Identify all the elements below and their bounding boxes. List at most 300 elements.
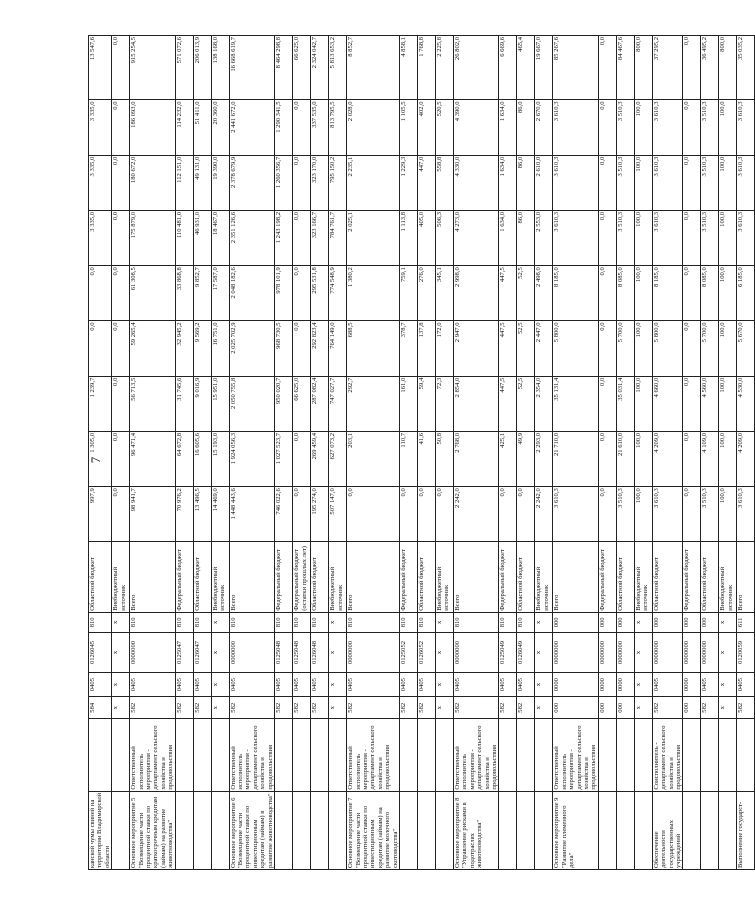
cell-vr: 000 — [652, 612, 683, 632]
cell-grbs: 582 — [417, 697, 435, 719]
cell-y2014: 195 274,0 — [311, 487, 329, 542]
cell-y2018: 447,5 — [499, 266, 517, 321]
cell-y2019: 323 166,7 — [311, 210, 329, 265]
cell-source: Внебюджетный источник — [211, 542, 229, 612]
cell-y2022: 4 858,1 — [399, 36, 417, 100]
cell-name: Основное мероприятие 8 "Управление рисками в подотраслях животноводства" — [453, 791, 498, 869]
cell-responsible — [193, 719, 211, 791]
cell-csr: 0125052 — [399, 632, 417, 672]
cell-name — [616, 791, 634, 869]
cell-y2016: 52,5 — [517, 376, 535, 431]
cell-csr: 0120059 — [737, 632, 755, 672]
cell-y2021: 3 610,3 — [652, 100, 683, 155]
cell-y2018: 8 185,0 — [652, 266, 683, 321]
cell-source: Федеральный бюджет — [399, 542, 417, 612]
cell-source: Всего — [553, 542, 598, 612]
cell-y2022: 16 668 619,7 — [229, 36, 274, 100]
cell-y2017: 59 265,4 — [130, 321, 175, 376]
cell-y2017: 172,0 — [435, 321, 453, 376]
table-row — [229, 36, 274, 870]
cell-grbs: 582 — [275, 697, 293, 719]
cell-y2018: 100,0 — [719, 266, 737, 321]
cell-y2017: 100,0 — [719, 321, 737, 376]
cell-y2022: 800,0 — [719, 36, 737, 100]
cell-y2014: 14 469,0 — [211, 487, 229, 542]
cell-y2016: 59,4 — [417, 376, 435, 431]
cell-csr: 0000000 — [652, 632, 683, 672]
cell-y2017: 764 149,0 — [329, 321, 347, 376]
budget-table-body — [89, 36, 755, 870]
cell-rzpr: 0405 — [175, 673, 193, 697]
cell-y2019: 3 610,3 — [737, 210, 755, 265]
table-row — [453, 36, 498, 870]
cell-responsible — [329, 719, 347, 791]
cell-y2018: 978 101,9 — [275, 266, 293, 321]
cell-y2014: 746 022,6 — [275, 487, 293, 542]
cell-y2020: 0,0 — [683, 155, 701, 210]
cell-rzpr: 0405 — [311, 673, 329, 697]
cell-y2020: 1 634,0 — [499, 155, 517, 210]
cell-y2022: 35 035,2 — [737, 36, 755, 100]
cell-y2016: 2 354,0 — [535, 376, 553, 431]
cell-y2019: 3 610,3 — [553, 210, 598, 265]
cell-vr: 810 — [293, 612, 311, 632]
cell-y2015: 4 109,0 — [701, 431, 719, 486]
cell-grbs: 582 — [293, 697, 311, 719]
cell-responsible — [598, 719, 616, 791]
cell-csr: x — [535, 632, 553, 672]
cell-responsible — [399, 719, 417, 791]
cell-rzpr: x — [719, 673, 737, 697]
cell-y2017: 5 700,0 — [616, 321, 634, 376]
cell-y2021: 186 093,0 — [130, 100, 175, 155]
cell-csr: 0000000 — [453, 632, 498, 672]
cell-grbs: 582 — [737, 697, 755, 719]
table-row — [211, 36, 229, 870]
cell-y2020: 100,0 — [719, 155, 737, 210]
cell-y2014: 98 941,7 — [130, 487, 175, 542]
cell-responsible — [719, 719, 737, 791]
cell-y2017: 0,0 — [598, 321, 616, 376]
cell-rzpr: x — [435, 673, 453, 697]
cell-y2014: 0,0 — [112, 487, 130, 542]
cell-y2015: 49,9 — [517, 431, 535, 486]
cell-y2021: 0,0 — [683, 100, 701, 155]
cell-y2021: 1 290 341,5 — [275, 100, 293, 155]
cell-y2022: 2 225,8 — [435, 36, 453, 100]
cell-y2017: 0,0 — [112, 321, 130, 376]
cell-y2022: 0,0 — [683, 36, 701, 100]
cell-y2019: 100,0 — [634, 210, 652, 265]
cell-csr: x — [211, 632, 229, 672]
cell-source: Внебюджетный источник — [634, 542, 652, 612]
cell-rzpr: 0000 — [598, 673, 616, 697]
page-number: 7 — [88, 456, 103, 464]
cell-y2020: 180 672,0 — [130, 155, 175, 210]
cell-y2016: 4 560,0 — [701, 376, 719, 431]
cell-y2015: 627 073,2 — [329, 431, 347, 486]
cell-y2015: 2 293,0 — [535, 431, 553, 486]
cell-y2018: 33 868,8 — [175, 266, 193, 321]
cell-rzpr: 0405 — [499, 673, 517, 697]
cell-csr: 0125049 — [499, 632, 517, 672]
cell-vr: 810 — [89, 612, 112, 632]
cell-name — [329, 791, 347, 869]
cell-rzpr: 0000 — [553, 673, 598, 697]
cell-name — [399, 791, 417, 869]
cell-name — [499, 791, 517, 869]
cell-y2014: 13 496,5 — [193, 487, 211, 542]
table-row — [634, 36, 652, 870]
cell-grbs: 000 — [616, 697, 634, 719]
cell-y2018: 345,1 — [435, 266, 453, 321]
cell-csr: x — [435, 632, 453, 672]
cell-source: Областной бюджет — [311, 542, 329, 612]
table-row — [719, 36, 737, 870]
cell-y2014: 3 610,3 — [652, 487, 683, 542]
cell-y2019: 4 273,0 — [453, 210, 498, 265]
cell-y2017: 0,0 — [683, 321, 701, 376]
cell-grbs: x — [435, 697, 453, 719]
cell-vr: 810 — [399, 612, 417, 632]
cell-y2021: 100,0 — [719, 100, 737, 155]
table-row — [275, 36, 293, 870]
budget-table — [88, 35, 755, 870]
cell-y2022: 26 802,0 — [453, 36, 498, 100]
cell-y2020: 3 510,3 — [616, 155, 634, 210]
cell-y2021: 51 411,0 — [193, 100, 211, 155]
cell-y2015: 0,0 — [293, 431, 311, 486]
cell-y2015: 21 710,0 — [553, 431, 598, 486]
cell-y2018: 0,0 — [598, 266, 616, 321]
cell-y2022: 8 464 298,8 — [275, 36, 293, 100]
cell-responsible — [499, 719, 517, 791]
cell-y2022: 13 547,6 — [89, 36, 112, 100]
cell-y2017: 137,8 — [417, 321, 435, 376]
cell-source: Областной бюджет — [701, 542, 719, 612]
cell-y2017: 5 800,0 — [553, 321, 598, 376]
cell-y2018: 100,0 — [634, 266, 652, 321]
cell-source: Внебюджетный источник — [719, 542, 737, 612]
cell-y2016: 161,0 — [399, 376, 417, 431]
cell-y2016: 287 082,4 — [311, 376, 329, 431]
cell-y2020: 0,0 — [598, 155, 616, 210]
cell-y2014: 1 448 443,6 — [229, 487, 274, 542]
cell-csr: 0000000 — [683, 632, 701, 672]
cell-y2015: 1 027 523,7 — [275, 431, 293, 486]
cell-y2020: 112 151,0 — [175, 155, 193, 210]
cell-y2015: 4 209,0 — [737, 431, 755, 486]
cell-name — [517, 791, 535, 869]
cell-csr: 0000000 — [130, 632, 175, 672]
cell-name — [211, 791, 229, 869]
cell-y2017: 378,7 — [399, 321, 417, 376]
cell-y2016: 9 016,9 — [193, 376, 211, 431]
cell-csr: x — [329, 632, 347, 672]
table-row — [417, 36, 435, 870]
cell-vr: 810 — [517, 612, 535, 632]
cell-source: Внебюджетный источник — [329, 542, 347, 612]
cell-vr: x — [634, 612, 652, 632]
table-row — [89, 36, 112, 870]
cell-y2017: 32 945,2 — [175, 321, 193, 376]
cell-rzpr: 0405 — [701, 673, 719, 697]
cell-y2016: 66 625,0 — [293, 376, 311, 431]
cell-y2019: 18 467,0 — [211, 210, 229, 265]
cell-y2015: 50,8 — [435, 431, 453, 486]
cell-csr: 0000000 — [701, 632, 719, 672]
cell-csr: 0126048 — [311, 632, 329, 672]
cell-vr: x — [719, 612, 737, 632]
cell-y2016: 1 239,7 — [89, 376, 112, 431]
cell-y2020: 558,8 — [435, 155, 453, 210]
cell-responsible — [293, 719, 311, 791]
cell-y2021: 520,5 — [435, 100, 453, 155]
cell-y2015: 15 193,0 — [211, 431, 229, 486]
cell-y2019: 1 634,0 — [499, 210, 517, 265]
cell-y2022: 84 467,6 — [616, 36, 634, 100]
cell-y2019: 46 931,0 — [193, 210, 211, 265]
cell-csr: x — [719, 632, 737, 672]
cell-y2022: 138 168,0 — [211, 36, 229, 100]
cell-grbs: x — [719, 697, 737, 719]
cell-y2015: 16 605,6 — [193, 431, 211, 486]
cell-y2014: 0,0 — [598, 487, 616, 542]
cell-csr: 0000000 — [598, 632, 616, 672]
cell-responsible: Ответственный исполнитель мероприятия - департамент сельского хозяйства и продовольствия — [453, 719, 498, 791]
cell-y2022: 0,0 — [598, 36, 616, 100]
cell-y2020: 3 610,3 — [553, 155, 598, 210]
cell-rzpr: x — [211, 673, 229, 697]
rotated-budget-table-wrapper — [88, 35, 745, 870]
cell-y2022: 0,0 — [112, 36, 130, 100]
cell-grbs: 582 — [175, 697, 193, 719]
cell-rzpr: 0405 — [737, 673, 755, 697]
cell-csr: x — [112, 632, 130, 672]
cell-responsible — [311, 719, 329, 791]
cell-y2021: 0,0 — [112, 100, 130, 155]
cell-grbs: 582 — [701, 697, 719, 719]
cell-name: Обеспечение деятельности государственных учреждений — [652, 791, 683, 869]
cell-responsible — [517, 719, 535, 791]
cell-vr: 810 — [229, 612, 274, 632]
cell-y2022: 36 495,2 — [701, 36, 719, 100]
cell-y2015: 1 305,0 — [89, 431, 112, 486]
cell-y2018: 0,0 — [89, 266, 112, 321]
cell-y2022: 571 072,6 — [175, 36, 193, 100]
cell-name — [719, 791, 737, 869]
cell-csr: 0000000 — [347, 632, 400, 672]
cell-csr: 0125048 — [275, 632, 293, 672]
cell-rzpr: x — [535, 673, 553, 697]
cell-y2014: 0,0 — [683, 487, 701, 542]
cell-vr: 000 — [553, 612, 598, 632]
cell-y2018: 2 048 182,6 — [229, 266, 274, 321]
cell-y2015: 0,0 — [598, 431, 616, 486]
cell-y2016: 31 745,6 — [175, 376, 193, 431]
cell-name — [193, 791, 211, 869]
cell-csr: 0126049 — [517, 632, 535, 672]
cell-grbs: x — [634, 697, 652, 719]
cell-name — [112, 791, 130, 869]
cell-y2020: 3 610,3 — [737, 155, 755, 210]
cell-y2016: 35 031,4 — [616, 376, 634, 431]
table-row — [616, 36, 634, 870]
cell-rzpr: 0000 — [683, 673, 701, 697]
cell-y2014: 100,0 — [634, 487, 652, 542]
cell-y2020: 3 510,3 — [701, 155, 719, 210]
cell-y2016: 2 854,0 — [453, 376, 498, 431]
cell-rzpr: 0000 — [616, 673, 634, 697]
table-row — [499, 36, 517, 870]
table-row — [701, 36, 719, 870]
cell-grbs: 582 — [399, 697, 417, 719]
cell-y2018: 774 548,9 — [329, 266, 347, 321]
cell-y2014: 2 242,0 — [535, 487, 553, 542]
cell-responsible — [112, 719, 130, 791]
cell-rzpr: 0405 — [652, 673, 683, 697]
cell-y2021: 3 510,3 — [616, 100, 634, 155]
cell-csr: 0125048 — [293, 632, 311, 672]
cell-y2016: 0,0 — [112, 376, 130, 431]
cell-grbs: 582 — [193, 697, 211, 719]
cell-responsible: Ответственный исполнитель мероприятия - департамент сельского хозяйства и продовольствия — [553, 719, 598, 791]
cell-y2016: 100,0 — [719, 376, 737, 431]
cell-y2020: 447,0 — [417, 155, 435, 210]
cell-name — [435, 791, 453, 869]
cell-csr: x — [634, 632, 652, 672]
cell-y2016: 4 530,0 — [737, 376, 755, 431]
cell-rzpr: x — [112, 673, 130, 697]
cell-grbs: 582 — [347, 697, 400, 719]
cell-name — [535, 791, 553, 869]
cell-grbs: x — [112, 697, 130, 719]
cell-y2019: 0,0 — [683, 210, 701, 265]
cell-y2020: 1 260 356,7 — [275, 155, 293, 210]
cell-y2016: 15 951,0 — [211, 376, 229, 431]
cell-y2017: 5 700,0 — [701, 321, 719, 376]
cell-y2017: 5 800,0 — [652, 321, 683, 376]
cell-y2015: 4 209,0 — [652, 431, 683, 486]
cell-y2021: 3 610,3 — [737, 100, 755, 155]
cell-rzpr: 0405 — [417, 673, 435, 697]
cell-vr: 810 — [347, 612, 400, 632]
cell-y2020: 1 229,3 — [399, 155, 417, 210]
cell-csr: 0126047 — [193, 632, 211, 672]
cell-y2016: 56 713,5 — [130, 376, 175, 431]
cell-y2018: 6 185,0 — [737, 266, 755, 321]
cell-y2017: 2 025 702,9 — [229, 321, 274, 376]
cell-source: Областной бюджет — [652, 542, 683, 612]
cell-y2016: 72,3 — [435, 376, 453, 431]
cell-y2019: 2 553,0 — [535, 210, 553, 265]
cell-y2014: 3 610,3 — [553, 487, 598, 542]
cell-y2014: 100,0 — [719, 487, 737, 542]
cell-y2020: 3 610,3 — [652, 155, 683, 210]
cell-y2017: 100,0 — [634, 321, 652, 376]
table-row — [347, 36, 400, 870]
cell-y2015: 269 459,4 — [311, 431, 329, 486]
cell-y2019: 506,3 — [435, 210, 453, 265]
cell-y2019: 175 879,0 — [130, 210, 175, 265]
cell-y2019: 405,0 — [417, 210, 435, 265]
cell-vr: x — [329, 612, 347, 632]
cell-rzpr: 0405 — [517, 673, 535, 697]
cell-name: Основное мероприятие 5 "Возмещение части процентной ставки по краткосрочным кредитам (займам) на развитие животноводства" — [130, 791, 175, 869]
cell-y2017: 16 751,0 — [211, 321, 229, 376]
cell-y2018: 61 308,5 — [130, 266, 175, 321]
cell-rzpr: 0405 — [275, 673, 293, 697]
cell-y2020: 4 330,0 — [453, 155, 498, 210]
cell-y2019: 3 510,3 — [616, 210, 634, 265]
cell-y2017: 447,5 — [499, 321, 517, 376]
cell-source: Федеральный бюджет — [598, 542, 616, 612]
cell-y2014: 997,9 — [89, 487, 112, 542]
cell-y2022: 2 324 042,7 — [311, 36, 329, 100]
cell-y2021: 2 670,0 — [535, 100, 553, 155]
cell-y2018: 17 587,0 — [211, 266, 229, 321]
cell-y2021: 100,0 — [634, 100, 652, 155]
cell-y2018: 52,5 — [517, 266, 535, 321]
cell-source: Областной бюджет — [89, 542, 112, 612]
cell-rzpr: 0405 — [293, 673, 311, 697]
cell-vr: 000 — [683, 612, 701, 632]
cell-y2014: 0,0 — [517, 487, 535, 542]
cell-y2016: 2 050 755,8 — [229, 376, 274, 431]
cell-y2018: 0,0 — [293, 266, 311, 321]
cell-responsible — [616, 719, 634, 791]
table-row — [311, 36, 329, 870]
cell-y2021: 4 390,0 — [453, 100, 498, 155]
cell-rzpr: 0405 — [347, 673, 400, 697]
cell-name — [175, 791, 193, 869]
cell-grbs: 000 — [553, 697, 598, 719]
cell-y2021: 114 232,0 — [175, 100, 193, 155]
cell-rzpr: 0405 — [130, 673, 175, 697]
cell-responsible — [683, 719, 701, 791]
cell-y2015: 21 610,0 — [616, 431, 634, 486]
table-row — [293, 36, 311, 870]
cell-y2019: 3 610,3 — [652, 210, 683, 265]
cell-source: Всего — [229, 542, 274, 612]
cell-y2016: 100,0 — [634, 376, 652, 431]
cell-y2014: 3 610,3 — [737, 487, 755, 542]
cell-name: Основное мероприятие 9 "Развитие племенного дела" — [553, 791, 598, 869]
cell-y2015: 110,7 — [399, 431, 417, 486]
cell-y2019: 1 113,8 — [399, 210, 417, 265]
cell-y2018: 8 085,0 — [701, 266, 719, 321]
table-row — [130, 36, 175, 870]
cell-name — [701, 791, 719, 869]
cell-y2015: 0,0 — [683, 431, 701, 486]
cell-y2018: 2 998,0 — [453, 266, 498, 321]
cell-y2015: 203,1 — [347, 431, 400, 486]
cell-y2022: 1 768,8 — [417, 36, 435, 100]
cell-grbs: 582 — [130, 697, 175, 719]
cell-y2020: 100,0 — [634, 155, 652, 210]
table-row — [737, 36, 755, 870]
cell-y2021: 1 105,5 — [399, 100, 417, 155]
cell-y2015: 64 672,8 — [175, 431, 193, 486]
cell-y2017: 9 569,2 — [193, 321, 211, 376]
cell-y2016: 950 020,7 — [275, 376, 293, 431]
cell-grbs: x — [329, 697, 347, 719]
cell-y2014: 0,0 — [399, 487, 417, 542]
cell-y2022: 465,4 — [517, 36, 535, 100]
cell-grbs: 584 — [89, 697, 112, 719]
cell-y2014: 0,0 — [499, 487, 517, 542]
cell-y2014: 507 147,0 — [329, 487, 347, 542]
